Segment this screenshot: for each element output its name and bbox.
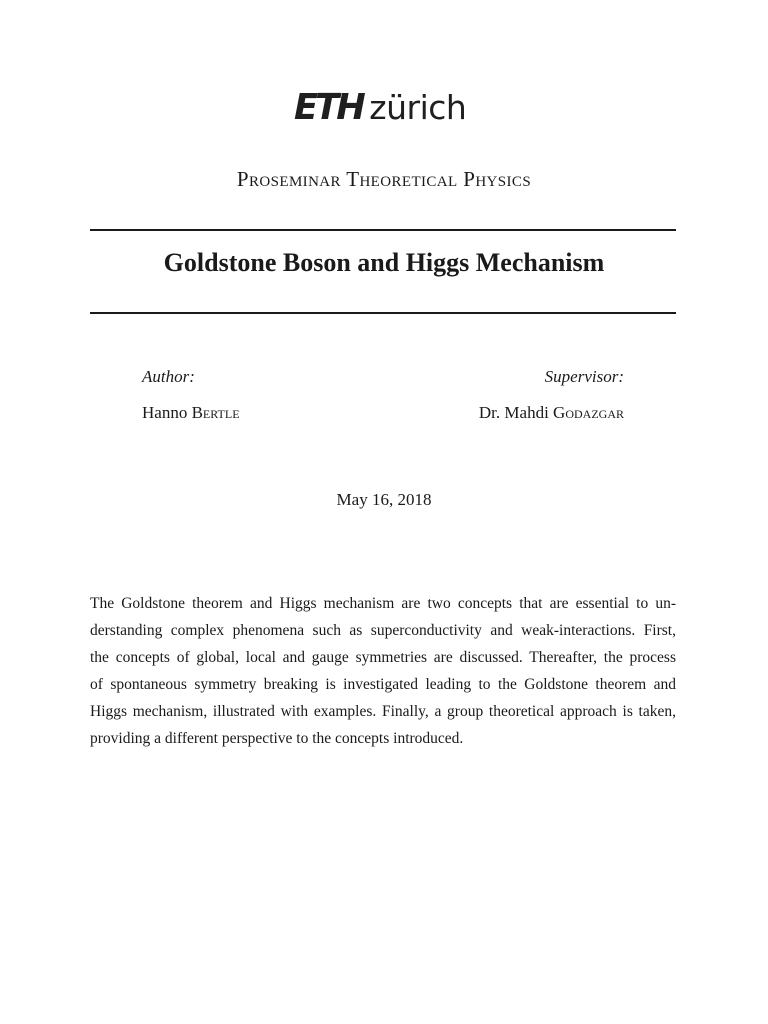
supervisor-first-name: Dr. Mahdi [478,403,549,422]
title-bottom-rule [90,312,676,314]
author-name [142,403,240,423]
title-top-rule [90,229,676,231]
logo-zurich-text: zürich [369,88,467,127]
abstract-line-5: Higgs mechanism, illustrated with examples. Finally, a group theoretical approach is taken, [90,703,676,720]
course-name: Proseminar Theoretical Physics [236,167,532,191]
abstract-line-4: of spontaneous symmetry breaking is investigated leading to the Goldstone theorem and [90,676,676,693]
abstract-line-6: providing a different perspective to the concepts introduced. [90,730,464,747]
logo-eth-text: ETH [294,87,363,128]
abstract-line-3: the concepts of global, local and gauge symmetries are discussed. Thereafter, the process [90,649,676,666]
eth-zurich-logo [294,88,474,128]
author-last-name: Bertle [191,403,240,422]
abstract-line-1: The Goldstone theorem and Higgs mechanism are two concepts that are essential to un- [90,595,676,612]
author-label: Author: [142,367,195,386]
supervisor-last-name: Godazgar [553,403,624,422]
supervisor-label: Supervisor: [544,367,624,386]
paper-date: May 16, 2018 [336,490,432,509]
abstract-line-2: derstanding complex phenomena such as superconductivity and weak-interactions. First, [90,622,676,639]
supervisor-name [479,403,624,423]
abstract [90,590,676,752]
author-first-name: Hanno [142,403,188,422]
paper-title: Goldstone Boson and Higgs Mechanism [163,248,605,277]
